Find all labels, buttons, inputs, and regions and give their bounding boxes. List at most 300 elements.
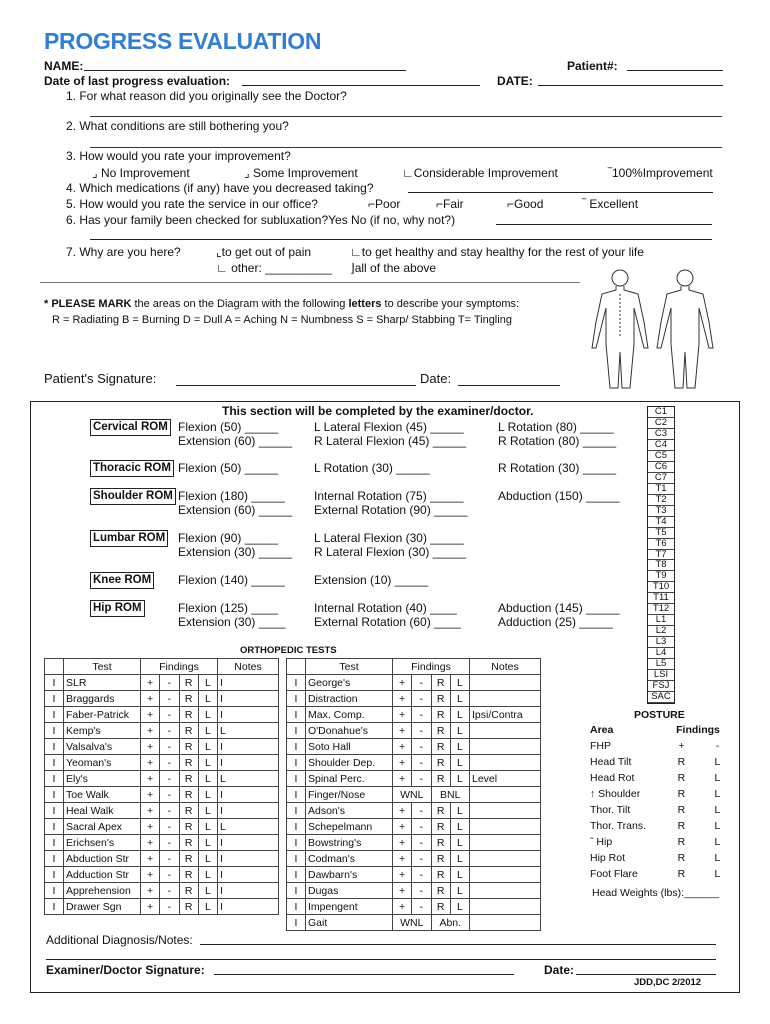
finding-option[interactable]: L <box>198 803 217 819</box>
rom-measure[interactable]: Internal Rotation (75) _____ <box>314 489 464 503</box>
rom-measure[interactable]: Abduction (150) _____ <box>498 489 620 503</box>
date-field[interactable] <box>538 85 723 86</box>
test-notes[interactable] <box>470 787 541 803</box>
option-fair[interactable]: ⌐Fair <box>436 197 464 211</box>
rom-measure[interactable]: Flexion (50) _____ <box>178 461 279 475</box>
row-check[interactable]: I <box>287 915 306 931</box>
finding-option[interactable]: R <box>431 819 450 835</box>
vertebra-cell[interactable]: C1 <box>648 407 674 418</box>
rom-measure[interactable]: External Rotation (90) _____ <box>314 503 468 517</box>
row-check[interactable]: I <box>287 691 306 707</box>
finding-option[interactable]: L <box>450 707 469 723</box>
row-check[interactable]: I <box>287 755 306 771</box>
finding-option[interactable]: - <box>412 691 431 707</box>
rom-measure[interactable]: R Rotation (80) _____ <box>498 434 617 448</box>
rom-label: Lumbar ROM <box>90 530 168 547</box>
vertebra-cell[interactable]: T10 <box>648 582 674 593</box>
row-check[interactable]: I <box>45 739 64 755</box>
row-check[interactable]: I <box>287 771 306 787</box>
finding-option[interactable]: R <box>179 803 198 819</box>
test-notes[interactable]: I <box>218 787 279 803</box>
row-check[interactable]: I <box>45 835 64 851</box>
finding-option[interactable]: + <box>141 771 160 787</box>
answer-6-line-2[interactable] <box>90 239 712 240</box>
rom-measure[interactable]: Flexion (140) _____ <box>178 573 285 587</box>
row-check[interactable]: I <box>287 883 306 899</box>
test-notes[interactable]: Ipsi/Contra <box>470 707 541 723</box>
posture-option[interactable]: L <box>714 820 721 832</box>
posture-option[interactable]: L <box>714 788 721 800</box>
row-check[interactable]: I <box>45 723 64 739</box>
finding-option[interactable]: L <box>198 691 217 707</box>
row-check[interactable]: I <box>287 835 306 851</box>
test-notes[interactable]: I <box>218 883 279 899</box>
rom-measure[interactable]: Extension (60) _____ <box>178 434 293 448</box>
vertebra-cell[interactable]: T5 <box>648 528 674 539</box>
finding-wnl[interactable]: WNL <box>393 787 432 803</box>
vertebra-cell[interactable]: LSI <box>648 670 674 681</box>
finding-option[interactable]: L <box>450 883 469 899</box>
row-check[interactable]: I <box>45 819 64 835</box>
test-header: Test <box>64 659 141 675</box>
finding-option[interactable]: + <box>141 691 160 707</box>
finding-option[interactable]: + <box>141 835 160 851</box>
finding-option[interactable]: R <box>431 867 450 883</box>
finding-option[interactable]: R <box>179 819 198 835</box>
finding-option[interactable]: L <box>450 691 469 707</box>
option-out-of-pain[interactable]: ⌞to get out of pain <box>216 245 312 259</box>
posture-area: Thor. Tilt <box>590 804 631 816</box>
finding-option[interactable]: - <box>160 723 179 739</box>
finding-option[interactable]: - <box>412 771 431 787</box>
finding-option[interactable]: + <box>141 899 160 915</box>
test-name: Adduction Str <box>64 867 141 883</box>
row-check[interactable]: I <box>287 803 306 819</box>
option-excellent[interactable]: ‾ Excellent <box>582 197 639 211</box>
option-all-above[interactable]: ⌋all of the above <box>350 261 437 275</box>
row-check[interactable]: I <box>287 851 306 867</box>
finding-option[interactable]: + <box>141 787 160 803</box>
rom-measure[interactable]: L Rotation (30) _____ <box>314 461 430 475</box>
posture-findings-header: Findings <box>676 724 720 736</box>
finding-option[interactable]: R <box>431 803 450 819</box>
finding-option[interactable]: + <box>393 771 412 787</box>
finding-option[interactable]: - <box>160 675 179 691</box>
finding-option[interactable]: - <box>412 723 431 739</box>
test-notes[interactable]: L <box>218 819 279 835</box>
option-100-improvement[interactable]: ‾100%Improvement <box>608 166 713 180</box>
finding-abn[interactable]: Abn. <box>431 915 470 931</box>
test-notes[interactable]: I <box>218 899 279 915</box>
vertebra-cell[interactable]: L4 <box>648 648 674 659</box>
finding-option[interactable]: - <box>160 883 179 899</box>
exam-heading: This section will be completed by the examiner/doctor. <box>222 404 534 418</box>
finding-option[interactable]: + <box>393 739 412 755</box>
rom-measure[interactable]: L Lateral Flexion (30) _____ <box>314 531 464 545</box>
finding-option[interactable]: + <box>141 707 160 723</box>
vertebra-cell[interactable]: T3 <box>648 506 674 517</box>
posture-option[interactable]: R <box>677 788 686 800</box>
last-evaluation-field[interactable] <box>242 85 480 86</box>
finding-option[interactable]: L <box>198 707 217 723</box>
finding-option[interactable]: - <box>160 851 179 867</box>
option-some-improvement[interactable]: ⌟ Some Improvement <box>244 166 358 180</box>
test-notes[interactable]: L <box>218 723 279 739</box>
finding-option[interactable]: - <box>412 883 431 899</box>
option-no-improvement[interactable]: ⌟ No Improvement <box>92 166 190 180</box>
finding-option[interactable]: L <box>450 755 469 771</box>
finding-option[interactable]: L <box>198 787 217 803</box>
vertebra-cell[interactable]: C6 <box>648 462 674 473</box>
finding-option[interactable]: - <box>412 851 431 867</box>
posture-area-header: Area <box>590 724 614 736</box>
test-notes[interactable] <box>470 915 541 931</box>
finding-option[interactable]: R <box>431 707 450 723</box>
finding-option[interactable]: R <box>179 771 198 787</box>
rom-measure[interactable]: Internal Rotation (40) ____ <box>314 601 457 615</box>
rom-measure[interactable]: R Rotation (30) _____ <box>498 461 617 475</box>
notes-field[interactable] <box>200 944 716 945</box>
finding-option[interactable]: L <box>450 819 469 835</box>
vertebra-cell[interactable]: C7 <box>648 473 674 484</box>
finding-option[interactable]: - <box>160 771 179 787</box>
posture-option[interactable]: L <box>714 804 721 816</box>
examiner-date-field[interactable] <box>576 974 716 975</box>
finding-option[interactable]: L <box>198 835 217 851</box>
row-check[interactable]: I <box>287 723 306 739</box>
finding-option[interactable]: - <box>160 803 179 819</box>
finding-option[interactable]: R <box>179 883 198 899</box>
vertebra-cell[interactable]: T1 <box>648 484 674 495</box>
finding-option[interactable]: + <box>141 883 160 899</box>
finding-option[interactable]: - <box>412 899 431 915</box>
posture-option[interactable]: R <box>677 804 686 816</box>
finding-option[interactable]: R <box>431 899 450 915</box>
finding-option[interactable]: L <box>450 851 469 867</box>
question-3: 3. How would you rate your improvement? <box>66 149 291 163</box>
row-check-header <box>45 659 64 675</box>
finding-option[interactable]: + <box>141 819 160 835</box>
finding-option[interactable]: + <box>393 835 412 851</box>
vertebra-cell[interactable]: C5 <box>648 451 674 462</box>
vertebra-cell[interactable]: T11 <box>648 593 674 604</box>
patient-number-label: Patient#: <box>567 59 618 73</box>
head-weights[interactable]: Head Weights (lbs):______ <box>592 887 720 899</box>
posture-option[interactable]: - <box>715 740 720 752</box>
test-notes[interactable]: I <box>218 691 279 707</box>
finding-option[interactable]: L <box>198 675 217 691</box>
finding-option[interactable]: R <box>431 771 450 787</box>
test-notes[interactable] <box>470 835 541 851</box>
option-other[interactable]: ∟ other: __________ <box>216 261 332 275</box>
rom-measure[interactable]: Flexion (90) _____ <box>178 531 279 545</box>
finding-option[interactable]: R <box>431 723 450 739</box>
row-check[interactable]: I <box>45 851 64 867</box>
finding-option[interactable]: R <box>431 675 450 691</box>
rom-measure[interactable]: R Lateral Flexion (30) _____ <box>314 545 467 559</box>
finding-option[interactable]: R <box>179 691 198 707</box>
finding-option[interactable]: - <box>160 835 179 851</box>
row-check[interactable]: I <box>287 739 306 755</box>
finding-option[interactable]: + <box>393 899 412 915</box>
finding-option[interactable]: + <box>393 883 412 899</box>
finding-option[interactable]: L <box>450 675 469 691</box>
finding-option[interactable]: R <box>179 755 198 771</box>
finding-option[interactable]: L <box>198 755 217 771</box>
rom-measure[interactable]: Extension (30) _____ <box>178 545 293 559</box>
finding-option[interactable]: + <box>393 707 412 723</box>
finding-option[interactable]: - <box>412 755 431 771</box>
option-good[interactable]: ⌐Good <box>507 197 544 211</box>
name-field[interactable] <box>84 70 406 71</box>
test-name: Yeoman's <box>64 755 141 771</box>
vertebra-cell[interactable]: T2 <box>648 495 674 506</box>
option-poor[interactable]: ⌐Poor <box>368 197 401 211</box>
test-notes[interactable] <box>470 819 541 835</box>
row-check[interactable]: I <box>45 675 64 691</box>
row-check[interactable]: I <box>45 707 64 723</box>
vertebra-cell[interactable]: T9 <box>648 571 674 582</box>
answer-6-line[interactable] <box>496 224 712 225</box>
finding-option[interactable]: - <box>160 739 179 755</box>
test-notes[interactable] <box>470 723 541 739</box>
row-check[interactable]: I <box>45 771 64 787</box>
finding-option[interactable]: - <box>160 691 179 707</box>
posture-option[interactable]: R <box>677 852 686 864</box>
finding-option[interactable]: - <box>160 707 179 723</box>
patient-signature-field[interactable] <box>176 385 416 386</box>
test-notes[interactable]: I <box>218 867 279 883</box>
finding-option[interactable]: L <box>450 803 469 819</box>
finding-option[interactable]: L <box>450 771 469 787</box>
finding-option[interactable]: - <box>412 739 431 755</box>
test-name: Shoulder Dep. <box>306 755 393 771</box>
patient-number-field[interactable] <box>627 70 723 71</box>
finding-option[interactable]: R <box>179 739 198 755</box>
finding-option[interactable]: + <box>141 723 160 739</box>
finding-option[interactable]: R <box>179 867 198 883</box>
row-check[interactable]: I <box>287 819 306 835</box>
test-notes[interactable]: I <box>218 755 279 771</box>
posture-option[interactable]: R <box>677 772 686 784</box>
test-notes[interactable] <box>470 899 541 915</box>
row-check[interactable]: I <box>45 691 64 707</box>
finding-option[interactable]: + <box>393 819 412 835</box>
vertebra-cell[interactable]: T8 <box>648 560 674 571</box>
test-notes[interactable]: I <box>218 851 279 867</box>
test-notes[interactable] <box>470 691 541 707</box>
notes-header: Notes <box>470 659 541 675</box>
finding-option[interactable]: L <box>450 835 469 851</box>
finding-option[interactable]: R <box>179 835 198 851</box>
answer-4-line[interactable] <box>408 192 713 193</box>
posture-option[interactable]: R <box>677 868 686 880</box>
notes-field-2[interactable] <box>46 959 716 960</box>
vertebra-cell[interactable]: C3 <box>648 429 674 440</box>
finding-option[interactable]: - <box>160 787 179 803</box>
row-check[interactable]: I <box>45 803 64 819</box>
row-check[interactable]: I <box>45 899 64 915</box>
row-check[interactable]: I <box>45 883 64 899</box>
rom-measure[interactable]: Extension (30) ____ <box>178 615 286 629</box>
test-name: Impengent <box>306 899 393 915</box>
finding-option[interactable]: L <box>450 723 469 739</box>
finding-option[interactable]: L <box>450 739 469 755</box>
patient-signature-label: Patient's Signature: <box>44 371 157 386</box>
finding-option[interactable]: + <box>393 867 412 883</box>
test-notes[interactable]: I <box>218 803 279 819</box>
finding-option[interactable]: - <box>160 867 179 883</box>
finding-option[interactable]: - <box>160 755 179 771</box>
finding-option[interactable]: R <box>431 739 450 755</box>
test-name: Valsalva's <box>64 739 141 755</box>
finding-option[interactable]: - <box>412 819 431 835</box>
finding-option[interactable]: + <box>393 755 412 771</box>
examiner-signature-field[interactable] <box>214 974 514 975</box>
answer-1-line[interactable] <box>90 116 722 117</box>
row-check[interactable]: I <box>45 787 64 803</box>
finding-option[interactable]: + <box>393 691 412 707</box>
finding-option[interactable]: + <box>141 675 160 691</box>
finding-option[interactable]: - <box>412 675 431 691</box>
finding-option[interactable]: L <box>198 819 217 835</box>
test-name: Finger/Nose <box>306 787 393 803</box>
finding-option[interactable]: R <box>431 883 450 899</box>
finding-bnl[interactable]: BNL <box>431 787 470 803</box>
finding-option[interactable]: R <box>431 851 450 867</box>
rom-measure[interactable]: Adduction (25) _____ <box>498 615 613 629</box>
finding-option[interactable]: + <box>393 723 412 739</box>
rom-measure[interactable]: Flexion (50) _____ <box>178 420 279 434</box>
vertebra-cell[interactable]: T6 <box>648 539 674 550</box>
finding-option[interactable]: + <box>141 755 160 771</box>
finding-option[interactable]: L <box>198 867 217 883</box>
finding-option[interactable]: L <box>198 899 217 915</box>
finding-option[interactable]: R <box>179 707 198 723</box>
finding-option[interactable]: + <box>141 851 160 867</box>
rom-measure[interactable]: Flexion (125) ____ <box>178 601 279 615</box>
row-check[interactable]: I <box>287 899 306 915</box>
vertebra-cell[interactable]: T12 <box>648 604 674 615</box>
rom-measure[interactable]: Flexion (180) _____ <box>178 489 285 503</box>
rom-measure[interactable]: L Lateral Flexion (45) _____ <box>314 420 464 434</box>
finding-option[interactable]: - <box>412 707 431 723</box>
finding-option[interactable]: + <box>393 803 412 819</box>
test-notes[interactable] <box>470 851 541 867</box>
rom-measure[interactable]: R Lateral Flexion (45) _____ <box>314 434 467 448</box>
posture-option[interactable]: L <box>714 836 721 848</box>
rom-measure[interactable]: Extension (10) _____ <box>314 573 429 587</box>
finding-option[interactable]: L <box>198 771 217 787</box>
finding-option[interactable]: + <box>141 867 160 883</box>
rom-measure[interactable]: L Rotation (80) _____ <box>498 420 614 434</box>
finding-option[interactable]: L <box>450 867 469 883</box>
row-check[interactable]: I <box>287 707 306 723</box>
test-notes[interactable]: I <box>218 835 279 851</box>
row-check[interactable]: I <box>45 867 64 883</box>
rom-measure[interactable]: Extension (60) _____ <box>178 503 293 517</box>
finding-option[interactable]: R <box>431 691 450 707</box>
test-notes[interactable]: L <box>218 771 279 787</box>
posture-option[interactable]: + <box>678 740 685 752</box>
vertebra-cell[interactable]: C4 <box>648 440 674 451</box>
posture-option[interactable]: L <box>714 852 721 864</box>
vertebra-cell[interactable]: C2 <box>648 418 674 429</box>
test-notes[interactable]: Level <box>470 771 541 787</box>
vertebra-cell[interactable]: L3 <box>648 637 674 648</box>
option-considerable-improvement[interactable]: ∟Considerable Improvement <box>402 166 558 180</box>
finding-option[interactable]: + <box>393 675 412 691</box>
finding-option[interactable]: + <box>141 739 160 755</box>
posture-option[interactable]: R <box>677 820 686 832</box>
finding-option[interactable]: L <box>450 899 469 915</box>
vertebra-cell[interactable]: SAC <box>648 692 674 703</box>
test-notes[interactable] <box>470 755 541 771</box>
posture-option[interactable]: L <box>714 756 721 768</box>
vertebra-cell[interactable]: L2 <box>648 626 674 637</box>
rom-measure[interactable]: Abduction (145) _____ <box>498 601 620 615</box>
posture-option[interactable]: L <box>714 772 721 784</box>
finding-option[interactable]: - <box>160 819 179 835</box>
patient-signature-date-field[interactable] <box>458 385 560 386</box>
finding-option[interactable]: L <box>198 723 217 739</box>
finding-option[interactable]: R <box>179 787 198 803</box>
posture-option[interactable]: R <box>677 836 686 848</box>
test-name: Schepelmann <box>306 819 393 835</box>
finding-option[interactable]: R <box>179 899 198 915</box>
vertebra-cell[interactable]: L5 <box>648 659 674 670</box>
body-diagram[interactable] <box>580 264 730 396</box>
posture-option[interactable]: L <box>714 868 721 880</box>
vertebra-cell[interactable]: FSJ <box>648 681 674 692</box>
finding-option[interactable]: - <box>412 803 431 819</box>
finding-option[interactable]: R <box>179 675 198 691</box>
vertebra-cell[interactable]: T4 <box>648 517 674 528</box>
row-check[interactable]: I <box>287 867 306 883</box>
finding-option[interactable]: + <box>393 851 412 867</box>
finding-option[interactable]: R <box>431 835 450 851</box>
finding-option[interactable]: L <box>198 883 217 899</box>
row-check[interactable]: I <box>287 787 306 803</box>
vertebra-cell[interactable]: L1 <box>648 615 674 626</box>
finding-option[interactable]: R <box>179 723 198 739</box>
test-notes[interactable] <box>470 675 541 691</box>
finding-option[interactable]: L <box>198 851 217 867</box>
finding-option[interactable]: R <box>179 851 198 867</box>
vertebra-cell[interactable]: T7 <box>648 550 674 561</box>
finding-option[interactable]: - <box>412 867 431 883</box>
test-notes[interactable] <box>470 803 541 819</box>
test-notes[interactable] <box>470 739 541 755</box>
test-notes[interactable] <box>470 883 541 899</box>
answer-2-line[interactable] <box>90 147 722 148</box>
test-notes[interactable]: I <box>218 675 279 691</box>
option-stay-healthy[interactable]: ∟to get healthy and stay healthy for the rest of your life <box>350 245 644 259</box>
row-check[interactable]: I <box>287 675 306 691</box>
finding-option[interactable]: - <box>412 835 431 851</box>
test-notes[interactable]: I <box>218 739 279 755</box>
finding-option[interactable]: R <box>431 755 450 771</box>
posture-option[interactable]: R <box>677 756 686 768</box>
rom-measure[interactable]: External Rotation (60) ____ <box>314 615 461 629</box>
row-check[interactable]: I <box>45 755 64 771</box>
finding-option[interactable]: - <box>160 899 179 915</box>
finding-option[interactable]: L <box>198 739 217 755</box>
test-notes[interactable]: I <box>218 707 279 723</box>
test-notes[interactable] <box>470 867 541 883</box>
finding-wnl[interactable]: WNL <box>393 915 432 931</box>
finding-option[interactable]: + <box>141 803 160 819</box>
